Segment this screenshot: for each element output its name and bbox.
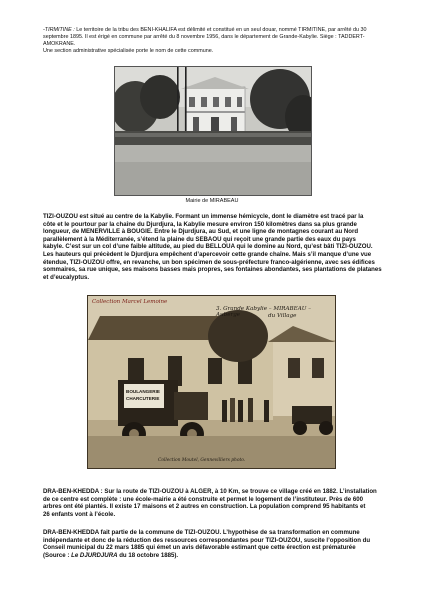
tizi-line: et d’eucalyptus. <box>43 273 90 281</box>
mairie-photo <box>114 66 312 196</box>
tizi-line: TIZI-OUZOU est situé au centre de la Kabylie. Formant un immense hémicycle, dont le diamètre est tracé par la <box>43 213 364 220</box>
intro-body-line-3: AMOKRANE. <box>43 40 76 47</box>
intro-body-line-1: Le territoire de la tribu des BENI-KHALIFA est délimité et constitué en un seul douar, nommé TIRMITINE, par arrêté du 30 <box>74 27 367 33</box>
dra2-line: Conseil municipal du 22 mars 1885 qui émet un avis défavorable estimant que cette érection est prématurée <box>43 544 356 552</box>
dra-ben-khedda-paragraph-1 <box>43 488 389 518</box>
truck-sign-1: BOULANGERIE <box>126 389 160 394</box>
tizi-ouzou-paragraph <box>43 213 389 281</box>
tizi-line: sommaires, sa rue unique, ses maisons basses mais propres, ses fontaines abondantes, ses plantations de platanes <box>43 266 382 274</box>
intro-body-line-2: septembre 1895. Il est érigé en commune par arrêté du 8 novembre 1956, dans le département de Grande-Kabylie. Siège : TADDERT- <box>43 33 365 40</box>
tizi-line: côte et le pourtour par la chaîne du Djurdjura, la Kabylie mesure environ 150 kilomètres dans sa plus grande <box>43 220 357 228</box>
intro-body-line-4: Une section administrative spécialisée porte le nom de cette commune. <box>43 47 214 54</box>
mairie-photo-drawing <box>115 67 311 195</box>
auberge-photo <box>87 295 336 469</box>
dra-ben-khedda-paragraph-2 <box>43 529 389 559</box>
dra2-line: indépendante et donc de la réduction des ressources correspondantes pour TIZI-OUZOU, suscite l’opposition du <box>43 536 371 544</box>
tizi-line: étendue, TIZI-OUZOU offre, en revanche, un bon spécimen de sous-préfecture franco-algérienne, avec ses édifices <box>43 258 375 266</box>
dra1-line: 26 enfants vont à l’école. <box>43 510 116 518</box>
dra2-line: DRA-BEN-KHEDDA fait partie de la commune de TIZI-OUZOU. L’hypothèse de sa transformation en commune <box>43 529 360 536</box>
postcard-credit: Collection Moutel, Gennevilliers photo. <box>158 458 246 463</box>
dra1-line: DRA-BEN-KHEDDA : Sur la route de TIZI-OUZOU à ALGER, à 10 Km, se trouve ce village créé en 1882. L’installation <box>43 488 377 495</box>
dra1-line: de ce centre est complète : une école-mairie a été construite et permet le logement de l’instituteur. Près de 600 <box>43 495 364 503</box>
postcard-stamp: Collection Marcel Lemoine <box>92 299 168 305</box>
postcard-subtitle: du Village <box>268 313 297 319</box>
truck-sign-2: CHARCUTERIE <box>126 396 160 401</box>
mairie-caption: Mairie de MIRABEAU <box>185 198 239 204</box>
tizi-line: Les hauteurs qui précèdent le Djurdjura empêchent d’apercevoir cette grande chaîne. Mais s’il manque d’une vue <box>43 250 372 258</box>
auberge-photo-drawing <box>88 296 335 468</box>
tizi-line: parallèlement à la Méditerranée, s’étend la plaine du SEBAOU qui reçoit une grande partie des eaux du pays <box>43 235 356 243</box>
dra2-source-prefix: (Source : <box>43 551 72 559</box>
tizi-line: kabyle. C’est sur un col d’une faible altitude, au pied du BELLOUA qui le domine au Nord, qu’est bâti TIZI-OUZOU. <box>43 243 373 251</box>
intro-name: -TIRMITINE : <box>43 27 75 33</box>
dra2-source-suffix: du 18 octobre 1885). <box>117 551 179 559</box>
tizi-line: longueur, de MENERVILLE à BOUGIE. Entre le Djurdjura, au Sud, et une ligne de montagnes courant au Nord <box>43 228 359 236</box>
postcard-title: 3. Grande Kabylie – MIRABEAU – Auberge <box>216 306 312 318</box>
intro-paragraph <box>43 27 389 55</box>
dra2-source-title: Le DJURDJURA <box>71 551 118 559</box>
dra1-line: arbres ont été plantés. Il existe 17 maisons et 2 autres en construction. La population comprend 95 habitants et <box>43 503 366 511</box>
